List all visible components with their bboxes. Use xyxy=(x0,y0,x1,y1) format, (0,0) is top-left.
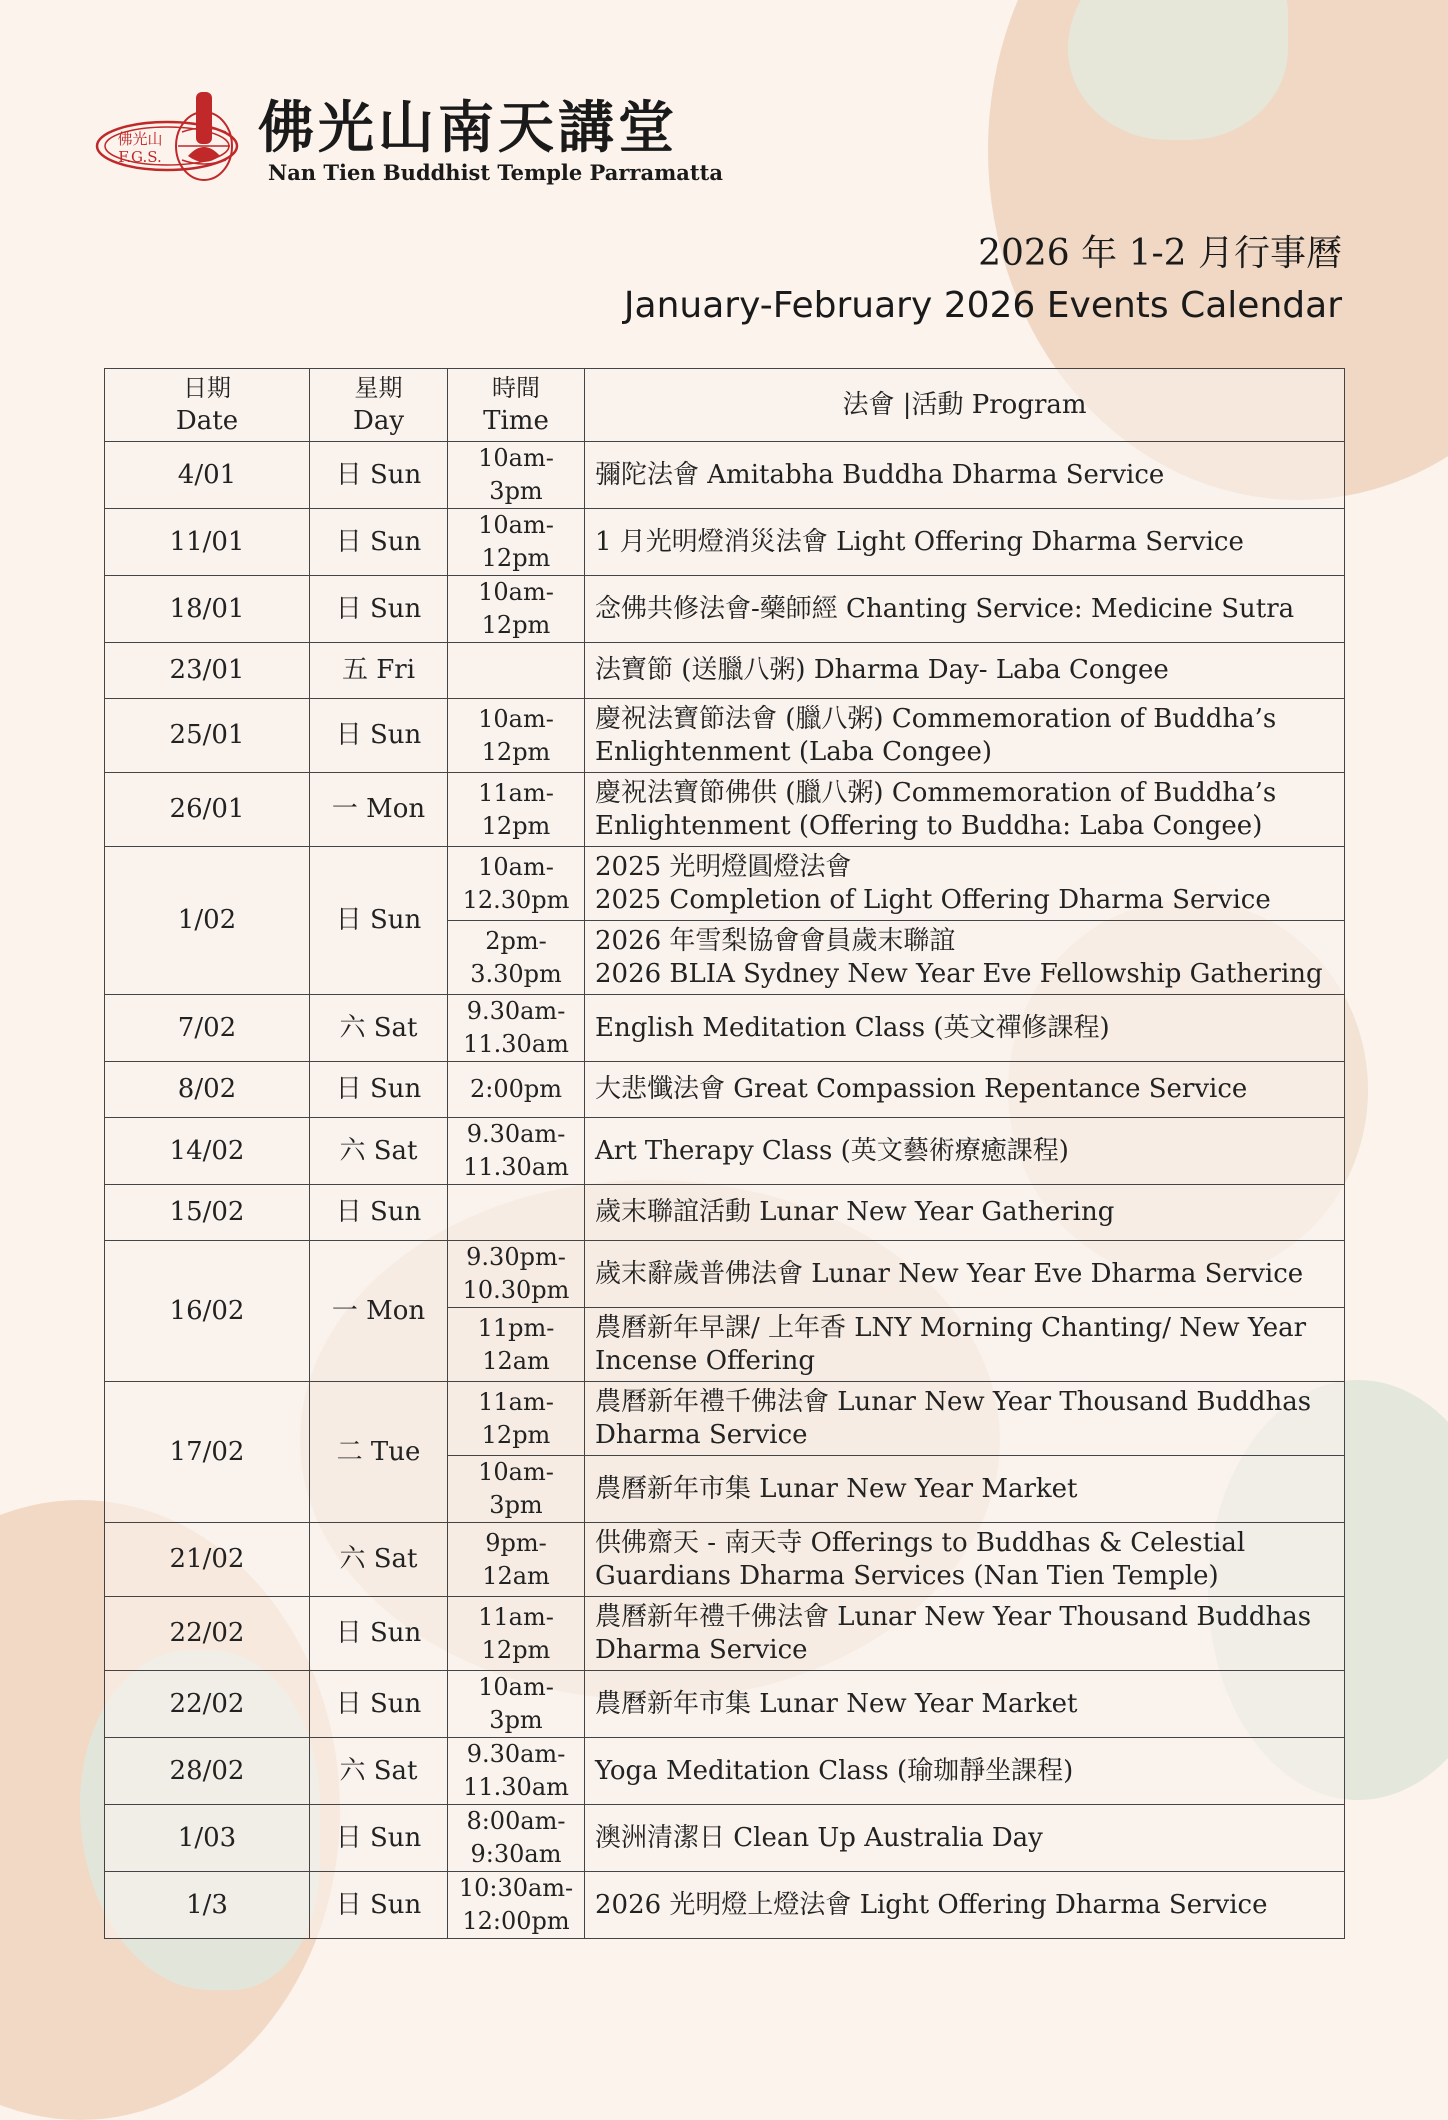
cell-time: 10am- 3pm xyxy=(448,1671,585,1738)
table-row xyxy=(105,509,1345,576)
cell-program: Art Therapy Class (英文藝術療癒課程) xyxy=(585,1118,1345,1185)
cell-date: 1/3 xyxy=(105,1872,310,1939)
cell-time: 10am- 12pm xyxy=(448,699,585,773)
events-calendar-table xyxy=(104,368,1345,1939)
cell-time: 9.30am- 11.30am xyxy=(448,1738,585,1805)
cell-date: 22/02 xyxy=(105,1671,310,1738)
cell-day: 日 Sun xyxy=(310,576,448,643)
cell-day: 日 Sun xyxy=(310,1185,448,1241)
cell-time: 10am- 3pm xyxy=(448,442,585,509)
cell-day: 日 Sun xyxy=(310,509,448,576)
cell-date: 25/01 xyxy=(105,699,310,773)
cell-time: 9.30am- 11.30am xyxy=(448,1118,585,1185)
cell-program: 彌陀法會 Amitabha Buddha Dharma Service xyxy=(585,442,1345,509)
table-row xyxy=(105,1241,1345,1308)
cell-day: 六 Sat xyxy=(310,995,448,1062)
header-time-cn: 時間 xyxy=(492,374,540,402)
cell-time xyxy=(448,643,585,699)
cell-program: 農曆新年市集 Lunar New Year Market xyxy=(585,1671,1345,1738)
cell-day: 日 Sun xyxy=(310,1805,448,1872)
cell-day: 日 Sun xyxy=(310,1597,448,1671)
cell-day: 日 Sun xyxy=(310,1872,448,1939)
logo-seal-text: 佛光山 F.G.S. xyxy=(117,130,163,166)
table-row xyxy=(105,576,1345,643)
page-title-en: January-February 2026 Events Calendar xyxy=(623,285,1342,326)
header-date-en: Date xyxy=(175,406,239,436)
cell-time: 10am- 12pm xyxy=(448,576,585,643)
table-row xyxy=(105,1185,1345,1241)
cell-program: English Meditation Class (英文禪修課程) xyxy=(585,995,1345,1062)
page-title-cn: 2026 年 1-2 月行事曆 xyxy=(978,233,1342,274)
cell-date: 14/02 xyxy=(105,1118,310,1185)
header-time xyxy=(448,369,585,442)
cell-day: 日 Sun xyxy=(310,1062,448,1118)
cell-day: 日 Sun xyxy=(310,699,448,773)
cell-date: 4/01 xyxy=(105,442,310,509)
cell-date: 21/02 xyxy=(105,1523,310,1597)
cell-time: 8:00am- 9:30am xyxy=(448,1805,585,1872)
cell-day: 六 Sat xyxy=(310,1523,448,1597)
cell-program: 農曆新年禮千佛法會 Lunar New Year Thousand Buddhas Dharma Service xyxy=(585,1597,1345,1671)
header-day xyxy=(310,369,448,442)
cell-program: 農曆新年禮千佛法會 Lunar New Year Thousand Buddhas Dharma Service xyxy=(585,1382,1345,1456)
table-row xyxy=(105,1805,1345,1872)
cell-time: 11am- 12pm xyxy=(448,773,585,847)
cell-program: 2025 光明燈圓燈法會 2025 Completion of Light Offering Dharma Service xyxy=(585,847,1345,921)
table-row xyxy=(105,1382,1345,1456)
table-row xyxy=(105,1523,1345,1597)
table-row xyxy=(105,643,1345,699)
cell-day: 日 Sun xyxy=(310,1671,448,1738)
cell-program: 歲末聯誼活動 Lunar New Year Gathering xyxy=(585,1185,1345,1241)
cell-date: 22/02 xyxy=(105,1597,310,1671)
cell-time: 9.30pm- 10.30pm xyxy=(448,1241,585,1308)
cell-time: 11pm- 12am xyxy=(448,1308,585,1382)
cell-program: 2026 年雪梨協會會員歲末聯誼 2026 BLIA Sydney New Year Eve Fellowship Gathering xyxy=(585,921,1345,995)
cell-day: 日 Sun xyxy=(310,442,448,509)
cell-day: 二 Tue xyxy=(310,1382,448,1523)
header-date xyxy=(105,369,310,442)
cell-program: 1 月光明燈消災法會 Light Offering Dharma Service xyxy=(585,509,1345,576)
header-time-en: Time xyxy=(483,406,549,436)
table-row xyxy=(105,442,1345,509)
cell-program: 慶祝法寶節法會 (臘八粥) Commemoration of Buddha’s Enlightenment (Laba Congee) xyxy=(585,699,1345,773)
cell-date: 18/01 xyxy=(105,576,310,643)
cell-date: 1/02 xyxy=(105,847,310,995)
cell-time: 9.30am- 11.30am xyxy=(448,995,585,1062)
cell-time: 11am- 12pm xyxy=(448,1597,585,1671)
cell-time: 11am- 12pm xyxy=(448,1382,585,1456)
header-day-en: Day xyxy=(352,406,405,436)
table-header-row xyxy=(105,369,1345,442)
cell-program: 慶祝法寶節佛供 (臘八粥) Commemoration of Buddha’s Enlightenment (Offering to Buddha: Laba Congee) xyxy=(585,773,1345,847)
cell-time: 2pm- 3.30pm xyxy=(448,921,585,995)
cell-date: 1/03 xyxy=(105,1805,310,1872)
table-row xyxy=(105,1597,1345,1671)
cell-day: 日 Sun xyxy=(310,847,448,995)
header-program: 法會 |活動 Program xyxy=(585,369,1345,442)
table-row xyxy=(105,699,1345,773)
cell-date: 26/01 xyxy=(105,773,310,847)
cell-day: 六 Sat xyxy=(310,1118,448,1185)
cell-day: 五 Fri xyxy=(310,643,448,699)
table-row xyxy=(105,1671,1345,1738)
logo xyxy=(92,88,242,188)
cell-program: 念佛共修法會-藥師經 Chanting Service: Medicine Sutra xyxy=(585,576,1345,643)
cell-program: 農曆新年早課/ 上年香 LNY Morning Chanting/ New Year Incense Offering xyxy=(585,1308,1345,1382)
cell-time: 2:00pm xyxy=(448,1062,585,1118)
table-row xyxy=(105,1738,1345,1805)
table-row xyxy=(105,995,1345,1062)
cell-date: 28/02 xyxy=(105,1738,310,1805)
cell-program: 澳洲清潔日 Clean Up Australia Day xyxy=(585,1805,1345,1872)
cell-time: 10am- 12pm xyxy=(448,509,585,576)
temple-name-cn: 佛光山南天講堂 xyxy=(258,95,678,161)
cell-time: 10am- 12.30pm xyxy=(448,847,585,921)
header-day-cn: 星期 xyxy=(354,374,403,402)
cell-date: 15/02 xyxy=(105,1185,310,1241)
table-row xyxy=(105,847,1345,921)
cell-day: 一 Mon xyxy=(310,773,448,847)
cell-time: 10am- 3pm xyxy=(448,1456,585,1523)
table-row xyxy=(105,773,1345,847)
cell-program: Yoga Meditation Class (瑜珈靜坐課程) xyxy=(585,1738,1345,1805)
table-row xyxy=(105,1118,1345,1185)
cell-program: 大悲懺法會 Great Compassion Repentance Service xyxy=(585,1062,1345,1118)
cell-date: 7/02 xyxy=(105,995,310,1062)
cell-time xyxy=(448,1185,585,1241)
cell-day: 六 Sat xyxy=(310,1738,448,1805)
cell-date: 23/01 xyxy=(105,643,310,699)
cell-program: 2026 光明燈上燈法會 Light Offering Dharma Service xyxy=(585,1872,1345,1939)
table-row xyxy=(105,1062,1345,1118)
cell-date: 8/02 xyxy=(105,1062,310,1118)
cell-date: 17/02 xyxy=(105,1382,310,1523)
cell-program: 歲末辭歲普佛法會 Lunar New Year Eve Dharma Service xyxy=(585,1241,1345,1308)
cell-program: 供佛齋天 - 南天寺 Offerings to Buddhas & Celestial Guardians Dharma Services (Nan Tien Temple) xyxy=(585,1523,1345,1597)
table-row xyxy=(105,1872,1345,1939)
cell-date: 11/01 xyxy=(105,509,310,576)
header-date-cn: 日期 xyxy=(183,374,231,402)
cell-program: 法寶節 (送臘八粥) Dharma Day- Laba Congee xyxy=(585,643,1345,699)
cell-date: 16/02 xyxy=(105,1241,310,1382)
cell-program: 農曆新年市集 Lunar New Year Market xyxy=(585,1456,1345,1523)
cell-time: 10:30am- 12:00pm xyxy=(448,1872,585,1939)
temple-name-en: Nan Tien Buddhist Temple Parramatta xyxy=(268,160,723,185)
cell-day: 一 Mon xyxy=(310,1241,448,1382)
cell-time: 9pm- 12am xyxy=(448,1523,585,1597)
